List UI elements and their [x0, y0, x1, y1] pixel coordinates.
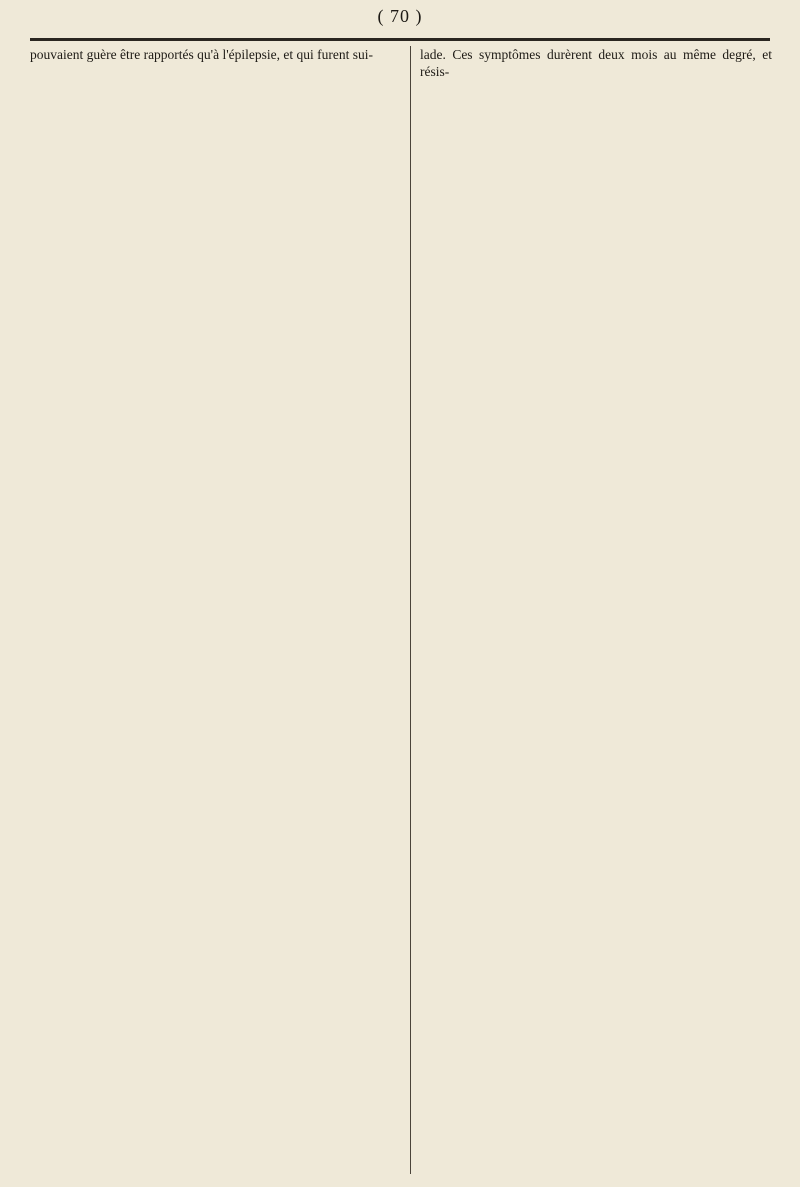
left-line: pouvaient guère être rapportés qu'à l'épilepsie, et qui furent sui-: [30, 47, 373, 62]
header-rule: [30, 38, 770, 41]
right-line: lade. Ces symptômes durèrent deux mois au même degré, et résis-: [420, 47, 772, 79]
page-number: ( 70 ): [377, 6, 423, 26]
right-column: [420, 46, 772, 80]
column-divider: [410, 46, 411, 1174]
left-column: [30, 46, 400, 63]
